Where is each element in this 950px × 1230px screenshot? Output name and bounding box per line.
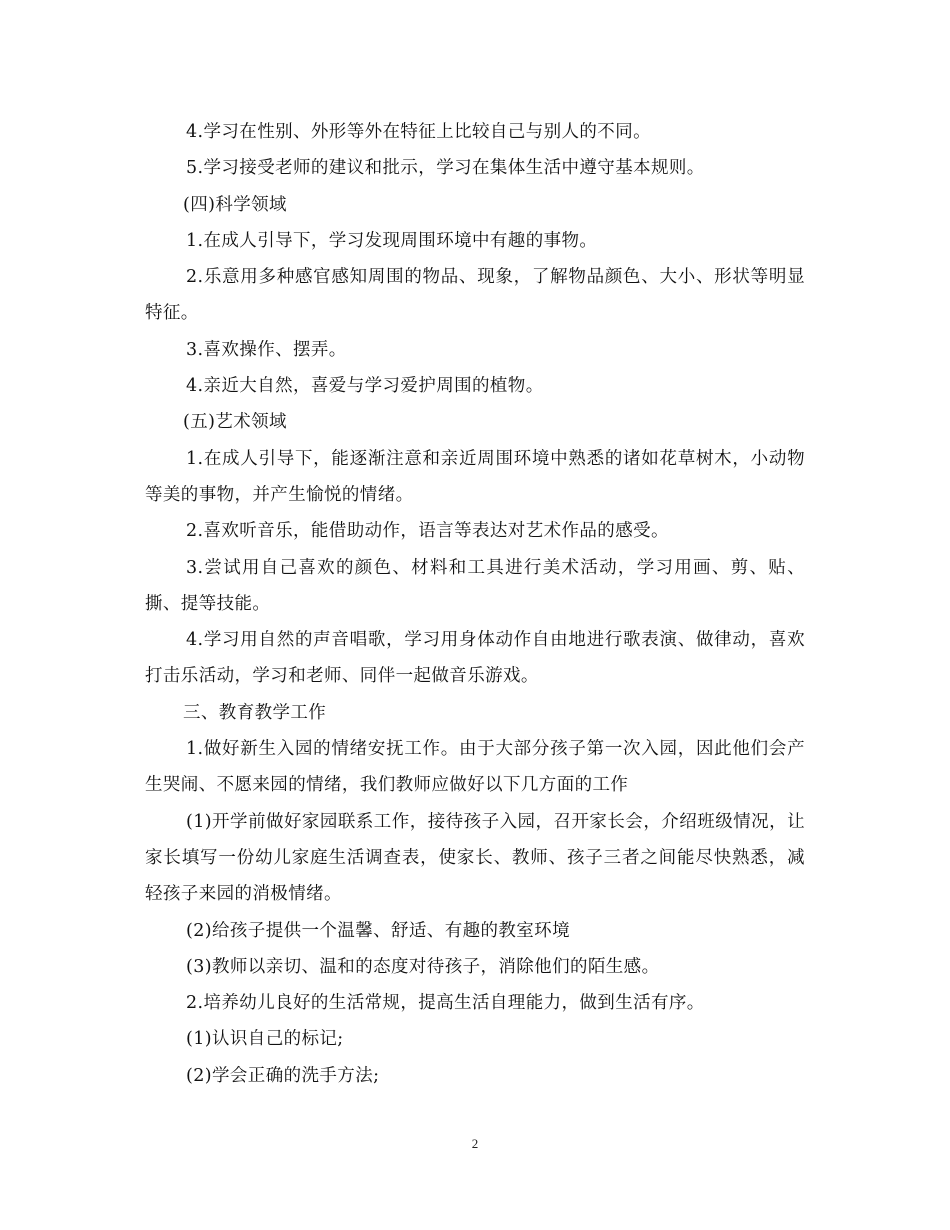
list-item-classroom: (2)给孩子提供一个温馨、舒适、有趣的教室环境 [186,920,570,941]
section-heading-science: (四)科学领域 [183,194,287,215]
list-item-art-activity: 3.尝试用自己喜欢的颜色、材料和工具进行美术活动，学习用画、剪、贴、撕、提等技能。 [145,557,805,614]
list-item-singing: 4.学习用自然的声音唱歌，学习用身体动作自由地进行歌表演、做律动，喜欢打击乐活动，学习和老师、同伴一起做音乐游戏。 [145,630,805,687]
list-item-nature: 4.亲近大自然，喜爱与学习爱护周围的植物。 [186,376,544,397]
list-item-operate: 3.喜欢操作、摆弄。 [186,339,347,360]
list-item-home-contact: (1)开学前做好家园联系工作，接待孩子入园，召开家长会，介绍班级情况，让家长填写一份幼儿家庭生活调查表，使家长、教师、孩子三者之间能尽快熟悉，减轻孩子来园的消极情绪。 [145,811,805,905]
list-item-handwashing: (2)学会正确的洗手方法; [186,1065,380,1086]
list-item-beauty: 1.在成人引导下，能逐渐注意和亲近周围环境中熟悉的诸如花草树木，小动物等美的事物，并产生愉悦的情绪。 [145,448,805,505]
list-item-discover-environment: 1.在成人引导下，学习发现周围环境中有趣的事物。 [186,230,598,251]
list-item-teacher-attitude: (3)教师以亲切、温和的态度对待孩子，消除他们的陌生感。 [186,956,660,977]
section-heading-art: (五)艺术领域 [183,412,287,433]
list-item-music: 2.喜欢听音乐，能借助动作，语言等表达对艺术作品的感受。 [186,521,669,542]
list-item-routines: 2.培养幼儿良好的生活常规，提高生活自理能力，做到生活有序。 [186,993,705,1014]
page-number: 2 [471,1136,479,1151]
document-body [145,114,805,1094]
list-item-senses: 2.乐意用多种感官感知周围的物品、现象，了解物品颜色、大小、形状等明显特征。 [145,267,805,324]
list-item-accept-advice: 5.学习接受老师的建议和批示，学习在集体生活中遵守基本规则。 [186,158,705,179]
section-heading-teaching: 三、教育教学工作 [183,702,327,723]
list-item-gender-appearance: 4.学习在性别、外形等外在特征上比较自己与别人的不同。 [186,122,651,142]
list-item-new-students: 1.做好新生入园的情绪安抚工作。由于大部分孩子第一次入园，因此他们会产生哭闹、不愿来园的情绪，我们教师应做好以下几方面的工作 [145,739,805,796]
list-item-marker: (1)认识自己的标记; [186,1029,344,1050]
